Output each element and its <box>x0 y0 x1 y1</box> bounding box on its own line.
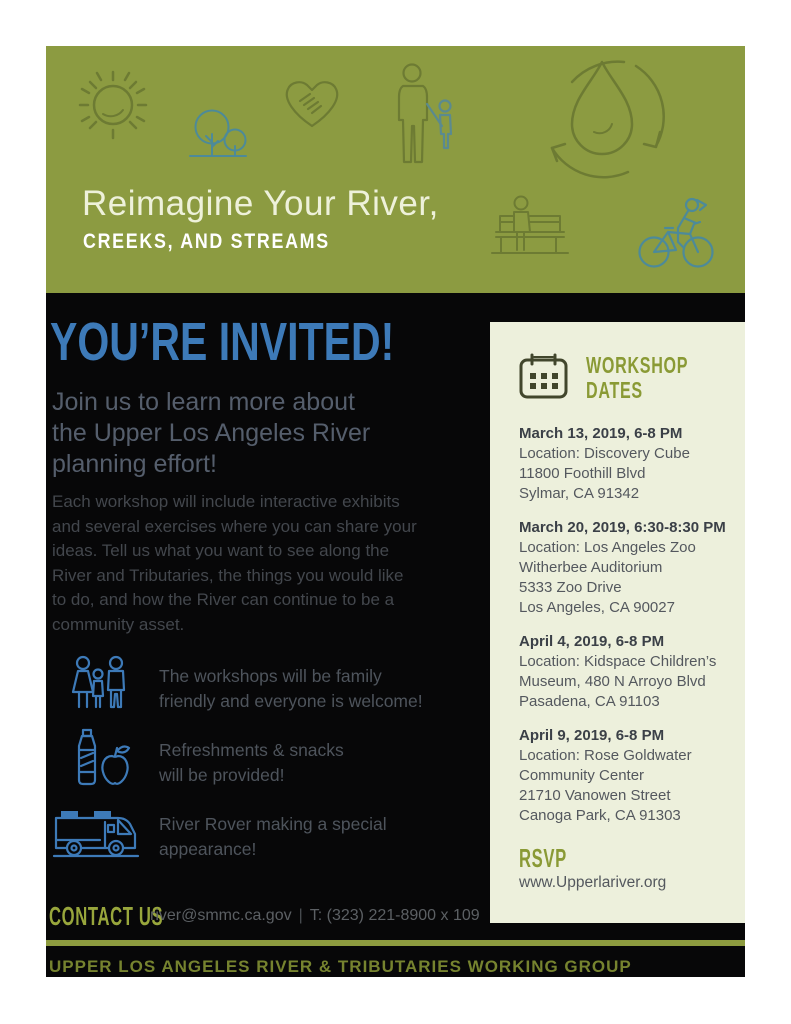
calendar-icon <box>517 351 571 401</box>
trees-icon <box>188 102 252 162</box>
hero-header <box>46 46 745 293</box>
contact-info <box>150 907 480 925</box>
contact-heading: CONTACT US <box>49 901 164 931</box>
flyer-subtitle: CREEKS, AND STREAMS <box>83 230 330 253</box>
cyclist-icon <box>634 192 718 272</box>
workshop-detail: Location: Discovery Cube <box>519 445 690 462</box>
footer-org-name: UPPER LOS ANGELES RIVER & TRIBUTARIES WORKING GROUP <box>49 957 632 976</box>
workshop-entry <box>519 726 737 826</box>
workshop-detail: Location: Kidspace Children’s <box>519 653 717 670</box>
description-line: ideas. Tell us what you want to see along the <box>52 541 390 560</box>
rsvp-heading: RSVP <box>519 843 567 873</box>
workshop-detail: Canoga Park, CA 91303 <box>519 807 681 824</box>
feature-line: appearance! <box>159 839 257 859</box>
workshop-date: April 4, 2019, 6-8 PM <box>519 633 665 650</box>
description-line: to do, and how the River can continue to be a <box>52 590 395 609</box>
workshop-detail: Witherbee Auditorium <box>519 559 663 576</box>
workshop-detail: 11800 Foothill Blvd <box>519 465 646 482</box>
feature-refreshments-text <box>159 738 344 788</box>
workshop-entry <box>519 518 737 618</box>
flyer-title: Reimagine Your River, <box>82 184 439 223</box>
workshop-detail: Location: Los Angeles Zoo <box>519 539 696 556</box>
feature-line: The workshops will be family <box>159 666 382 686</box>
workshop-detail: Community Center <box>519 767 645 784</box>
panel-heading: WORKSHOP DATES <box>586 352 688 403</box>
handshake-icon <box>280 74 344 132</box>
invited-heading: YOU’RE INVITED! <box>50 312 395 372</box>
person-on-bench-icon <box>490 194 570 258</box>
workshop-list <box>519 424 737 840</box>
intro-line: planning effort! <box>52 450 217 478</box>
workshop-entry <box>519 632 737 712</box>
description-line: River and Tributaries, the things you would like <box>52 565 404 585</box>
rsvp-url-link[interactable]: www.Upperlariver.org <box>519 874 667 891</box>
workshop-description <box>52 490 417 637</box>
description-line: and several exercises where you can share your <box>52 516 417 536</box>
sun-icon <box>73 64 153 146</box>
workshop-detail: Los Angeles, CA 90027 <box>519 599 675 616</box>
workshop-date: March 20, 2019, 6:30-8:30 PM <box>519 519 726 536</box>
refreshments-icon <box>74 728 132 788</box>
workshop-date: April 9, 2019, 6-8 PM <box>519 727 665 744</box>
feature-river-rover-text <box>159 812 387 862</box>
footer-divider <box>46 940 745 946</box>
family-icon <box>70 654 130 714</box>
contact-email-link[interactable]: river@smmc.ca.gov <box>150 907 292 924</box>
feature-line: will be provided! <box>159 765 285 785</box>
adult-with-child-icon <box>390 62 458 174</box>
river-rover-icon <box>52 806 140 860</box>
workshop-detail: Location: Rose Goldwater <box>519 747 692 764</box>
workshop-date: March 13, 2019, 6-8 PM <box>519 425 683 442</box>
description-line: Each workshop will include interactive exhibits <box>52 492 400 511</box>
feature-line: Refreshments & snacks <box>159 740 344 760</box>
workshop-detail: Pasadena, CA 91103 <box>519 693 660 710</box>
feature-line: River Rover making a special <box>159 814 387 834</box>
workshop-detail: Sylmar, CA 91342 <box>519 485 640 502</box>
workshop-detail: 21710 Vanowen Street <box>519 787 671 804</box>
intro-text <box>52 387 370 480</box>
intro-line: the Upper Los Angeles River <box>52 419 371 447</box>
feature-line: friendly and everyone is welcome! <box>159 691 423 711</box>
intro-line: Join us to learn more about <box>52 388 355 416</box>
contact-separator: | <box>298 907 303 924</box>
description-line: community asset. <box>52 614 185 634</box>
flyer <box>46 46 745 977</box>
water-cycle-icon <box>506 48 700 188</box>
contact-phone: T: (323) 221-8900 x 109 <box>309 907 480 924</box>
workshop-detail: Museum, 480 N Arroyo Blvd <box>519 673 706 690</box>
workshop-detail: 5333 Zoo Drive <box>519 579 622 596</box>
feature-family-text <box>159 664 423 714</box>
workshop-entry <box>519 424 737 504</box>
workshop-dates-panel <box>490 322 745 923</box>
